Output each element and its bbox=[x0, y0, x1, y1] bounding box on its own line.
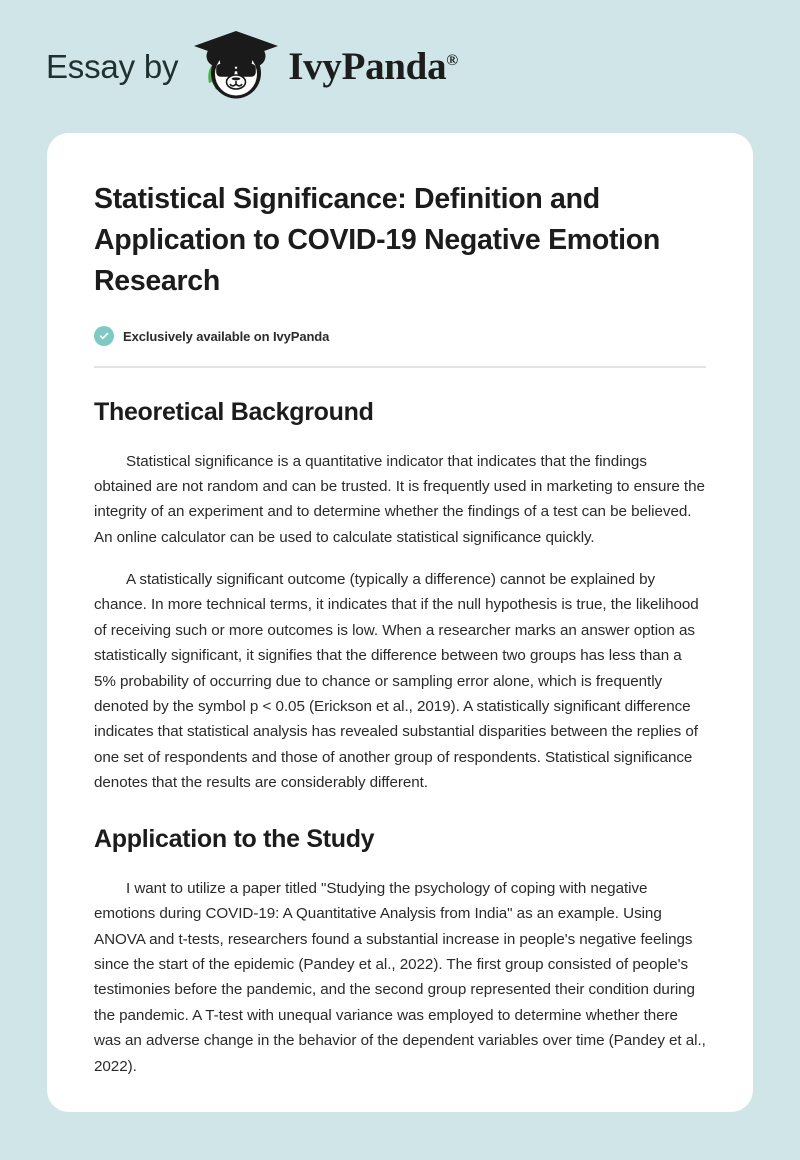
check-circle-icon bbox=[94, 326, 114, 346]
section-heading-theoretical-background: Theoretical Background bbox=[94, 398, 374, 427]
paragraph: Statistical significance is a quantitative indicator that indicates that the findings obtained are not random and can be trusted. It is frequently used in marketing to ensure the integrity of an experiment and to determine whether the findings of a test can be believed. An online calculator can be used to calculate statistical significance quickly. bbox=[94, 452, 705, 546]
paragraph: I want to utilize a paper titled "Studying the psychology of coping with negative emotions during COVID-19: A Quantitative Analysis from India" as an example. Using ANOVA and t-tests, researchers found a substantial increase in people's negative feelings since the start of the epidemic (Pandey et al., 2022). The first group consisted of people's testimonies before the pandemic, and the second group represented their condition during the pandemic. A T-test with unequal variance was employed to determine whether there was an adverse change in the behavior of the dependent variables over time (Pandey et al., 2022). bbox=[94, 879, 706, 1075]
section-heading-application-to-the-study: Application to the Study bbox=[94, 825, 375, 854]
status-badge bbox=[94, 326, 706, 346]
panda-graduation-cap-icon bbox=[188, 29, 282, 105]
page-title: Statistical Significance: Definition and Application to COVID-19 Negative Emotion Research bbox=[94, 183, 660, 298]
essay-card bbox=[47, 133, 753, 1112]
brand-lockup[interactable] bbox=[46, 29, 458, 105]
status-badge-label: Exclusively available on IvyPanda bbox=[123, 328, 330, 344]
brand-wordmark bbox=[288, 47, 458, 86]
divider bbox=[94, 366, 706, 368]
essay-by-label: Essay by bbox=[46, 48, 179, 85]
paragraph: A statistically significant outcome (typically a difference) cannot be explained by chance. In more technical terms, it indicates that if the null hypothesis is true, the likelihood of receiving such or more outcomes is low. When a researcher marks an answer option as statistically significant, it signifies that the difference between two groups has less than a 5% probability of occurring due to chance or sampling error alone, which is frequently denoted by the symbol p < 0.05 (Erickson et al., 2019). A statistically significant difference indicates that statistical analysis has revealed substantial disparities between the replies of one set of respondents and those of another group of respondents. Statistical significance denotes that the results are considerably different. bbox=[94, 571, 699, 792]
site-header bbox=[0, 0, 800, 133]
registered-mark: ® bbox=[446, 52, 458, 69]
brand-name: IvyPanda bbox=[288, 45, 447, 88]
